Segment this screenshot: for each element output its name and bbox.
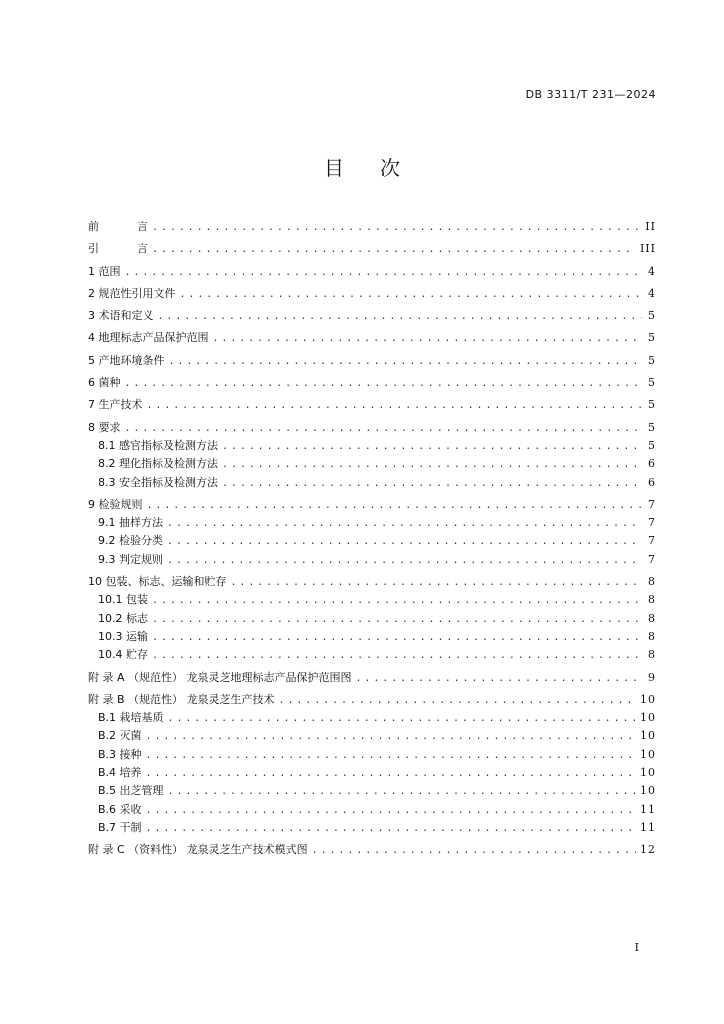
toc-entry-page: 4 (648, 264, 656, 278)
toc-entry-appendix-a[interactable] (88, 669, 656, 687)
toc-subentry[interactable] (88, 801, 656, 819)
toc-subentry[interactable] (88, 551, 656, 569)
toc-entry-label: 10.3 运输 (98, 629, 148, 643)
toc-leader-dots (125, 375, 643, 392)
toc-entry-appendix-c[interactable] (88, 841, 656, 859)
toc-entry-label: 附 录 C （资料性） 龙泉灵芝生产技术模式图 (88, 843, 308, 857)
toc-entry-page: II (645, 220, 656, 233)
toc-entry-page: 5 (648, 420, 656, 434)
toc-entry[interactable] (88, 496, 656, 514)
toc-leader-dots (152, 629, 642, 646)
toc-leader-dots (222, 438, 642, 455)
toc-entry-page: 5 (648, 398, 656, 412)
toc-subentry[interactable] (88, 746, 656, 764)
toc-entry-page: 11 (640, 802, 656, 816)
toc-subentry[interactable] (88, 709, 656, 727)
toc-leader-dots (152, 647, 642, 664)
toc-entry-label: 附 录 B （规范性） 龙泉灵芝生产技术 (88, 692, 275, 706)
toc-entry-label: B.3 接种 (98, 747, 142, 761)
toc-entry-page: 11 (640, 820, 656, 834)
toc-entry-label: 6 菌种 (88, 376, 121, 390)
toc-subentry[interactable] (88, 819, 656, 837)
toc-entry-label: 9.1 抽样方法 (98, 516, 163, 530)
toc-entry-page: 6 (648, 475, 656, 489)
toc-leader-dots (222, 475, 642, 492)
toc-leader-dots (147, 497, 643, 514)
toc-entry-label: 附 录 A （规范性） 龙泉灵芝地理标志产品保护范围图 (88, 670, 352, 684)
toc-leader-dots (180, 286, 643, 303)
toc-entry-label: 10.2 标志 (98, 611, 148, 625)
toc-entry-foreword[interactable] (88, 218, 656, 236)
toc-subentry[interactable] (88, 591, 656, 609)
toc-entry-label: 8.1 感官指标及检测方法 (98, 438, 218, 452)
toc-leader-dots (213, 330, 643, 347)
toc-entry-page: 5 (648, 331, 656, 345)
toc-entry[interactable] (88, 374, 656, 392)
toc-entry-label: 引言 (88, 242, 148, 256)
toc-entry[interactable] (88, 329, 656, 347)
toc-subentry[interactable] (88, 532, 656, 550)
toc-entry-page: 10 (640, 766, 656, 780)
toc-subentry[interactable] (88, 646, 656, 664)
toc-entry-page: 10 (640, 729, 656, 743)
toc-leader-dots (312, 842, 636, 859)
toc-entry-appendix-b[interactable] (88, 691, 656, 709)
toc-leader-dots (167, 552, 642, 569)
toc-entry-label: B.2 灭菌 (98, 729, 142, 743)
toc-entry[interactable] (88, 573, 656, 591)
toc-entry-label: 9.2 检验分类 (98, 534, 163, 548)
toc-entry-label: 3 术语和定义 (88, 309, 154, 323)
toc-leader-dots (167, 533, 642, 550)
toc-entry-page: 8 (648, 648, 656, 662)
toc-entry-page: 5 (648, 376, 656, 390)
toc-entry-label: B.6 采收 (98, 802, 142, 816)
toc-leader-dots (168, 710, 636, 727)
toc-entry-label: 10.1 包装 (98, 593, 148, 607)
toc-entry-page: 10 (640, 711, 656, 725)
toc-entry-label: B.7 干制 (98, 820, 142, 834)
toc-entry-label: 前言 (88, 220, 148, 233)
toc-entry-label: 2 规范性引用文件 (88, 286, 176, 300)
toc-entry-label: B.1 栽培基质 (98, 711, 164, 725)
toc-leader-dots (152, 611, 642, 628)
toc-entry-label: 9.3 判定规则 (98, 552, 163, 566)
toc-leader-dots (147, 397, 643, 414)
toc-entry-label: 1 范围 (88, 264, 121, 278)
toc-entry[interactable] (88, 352, 656, 370)
toc-leader-dots (152, 219, 641, 236)
toc-leader-dots (168, 783, 636, 800)
toc-leader-dots (167, 515, 642, 532)
toc-entry-page: 7 (648, 497, 656, 511)
toc-subentry[interactable] (88, 514, 656, 532)
toc-leader-dots (222, 456, 642, 473)
toc-entry-label: 7 生产技术 (88, 398, 143, 412)
toc-entry[interactable] (88, 419, 656, 437)
toc-entry-label: 4 地理标志产品保护范围 (88, 331, 209, 345)
toc-entry-page: 10 (640, 747, 656, 761)
toc-entry-page: 5 (648, 353, 656, 367)
toc-subentry[interactable] (88, 782, 656, 800)
page-title: 目次 (324, 156, 436, 180)
toc-entry-page: 8 (648, 575, 656, 589)
toc-entry-label: 9 检验规则 (88, 497, 143, 511)
toc-subentry[interactable] (88, 727, 656, 745)
toc-leader-dots (146, 802, 636, 819)
toc-subentry[interactable] (88, 628, 656, 646)
toc-entry-introduction[interactable] (88, 240, 656, 258)
toc-leader-dots (158, 308, 643, 325)
toc-entry-page: 5 (648, 309, 656, 323)
toc-leader-dots (152, 592, 642, 609)
toc-entry-label: B.5 出芝管理 (98, 784, 164, 798)
toc-entry-page: 5 (648, 438, 656, 452)
toc-entry-page: 8 (648, 611, 656, 625)
toc-entry-page: 4 (648, 286, 656, 300)
toc-leader-dots (146, 820, 636, 837)
toc-subentry[interactable] (88, 455, 656, 473)
toc-leader-dots (231, 574, 643, 591)
toc-entry-label: B.4 培养 (98, 766, 142, 780)
toc-entry-page: 6 (648, 457, 656, 471)
table-of-contents (88, 218, 656, 860)
toc-leader-dots (146, 765, 636, 782)
toc-entry[interactable] (88, 263, 656, 281)
toc-leader-dots (279, 692, 636, 709)
toc-entry[interactable] (88, 285, 656, 303)
toc-subentry[interactable] (88, 437, 656, 455)
toc-entry-page: 9 (648, 670, 656, 684)
toc-leader-dots (125, 264, 643, 281)
toc-entry-label: 5 产地环境条件 (88, 353, 165, 367)
toc-entry-page: 10 (640, 784, 656, 798)
toc-subentry[interactable] (88, 610, 656, 628)
toc-entry-page: 7 (648, 516, 656, 530)
toc-entry-label: 8 要求 (88, 420, 121, 434)
page-number: I (634, 941, 639, 954)
toc-entry-label: 8.2 理化指标及检测方法 (98, 457, 218, 471)
toc-entry-page: 8 (648, 593, 656, 607)
toc-entry-page: 12 (640, 843, 656, 857)
toc-leader-dots (152, 241, 636, 258)
toc-entry-page: III (639, 242, 656, 256)
toc-leader-dots (146, 728, 636, 745)
toc-entry-page: 7 (648, 534, 656, 548)
toc-leader-dots (356, 670, 642, 687)
toc-subentry[interactable] (88, 474, 656, 492)
toc-entry-page: 8 (648, 629, 656, 643)
toc-entry-label: 8.3 安全指标及检测方法 (98, 475, 218, 489)
document-code: DB 3311/T 231—2024 (525, 88, 656, 101)
toc-entry-label: 10 包装、标志、运输和贮存 (88, 575, 227, 589)
toc-entry-label: 10.4 贮存 (98, 648, 148, 662)
toc-entry-page: 7 (648, 552, 656, 566)
toc-entry[interactable] (88, 396, 656, 414)
toc-entry[interactable] (88, 307, 656, 325)
toc-entry-page: 10 (640, 692, 656, 706)
toc-subentry[interactable] (88, 764, 656, 782)
toc-leader-dots (146, 747, 636, 764)
toc-leader-dots (125, 420, 643, 437)
toc-leader-dots (169, 353, 643, 370)
